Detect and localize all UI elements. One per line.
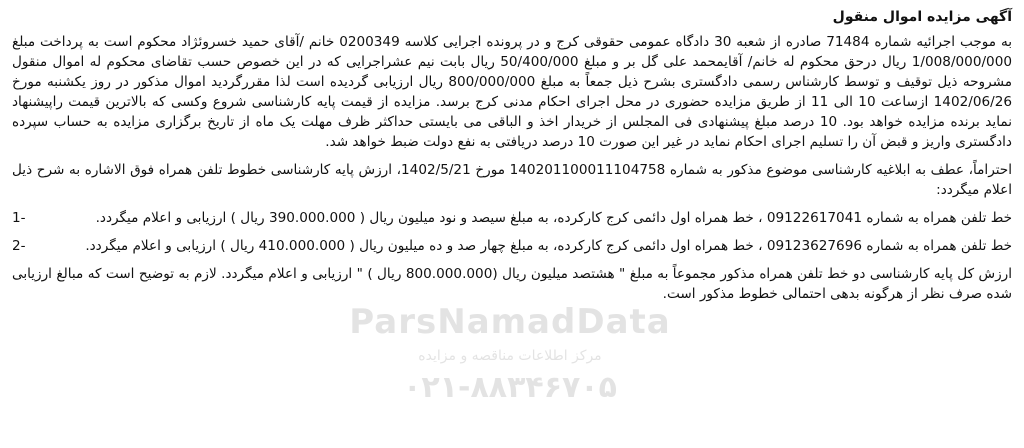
list-item-text: خط تلفن همراه به شماره 09122617041 ، خط همراه اول دائمی کرج کارکرده، به مبلغ سیصد و نود میلیون ریال ( 390.000.000 ریال ) ارزیابی و اعلام میگردد. (95, 210, 1012, 226)
list-item-number: 2- (12, 238, 26, 254)
notice-paragraph-total: ارزش کل پایه کارشناسی دو خط تلفن همراه مذکور مجموعاً به مبلغ " هشتصد میلیون ریال (800.000.000 ریال ) " ارزیابی و اعلام میگردد. لازم به توضیح است که مبالغ ارزیابی شده صرف نظر از هرگونه بدهی احتمالی خطوط مذکور است. (12, 266, 1012, 302)
list-item-number: 1- (12, 210, 26, 226)
list-item (12, 208, 1012, 228)
notice-paragraph-expert: احتراماً، عطف به ابلاغیه کارشناسی موضوع مذکور به شماره 140201100011104758 مورخ 1402/5/21، ارزش پایه کارشناسی خطوط تلفن همراه فوق الاشاره به شرح ذیل اعلام میگردد: (12, 162, 1012, 198)
watermark-phone: ۰۲۱-۸۸۳۴۶۷۰۵ (403, 370, 617, 405)
watermark-brand: ParsNamadData (349, 302, 671, 342)
list-item-text: خط تلفن همراه به شماره 09123627696 ، خط همراه اول دائمی کرج کارکرده، به مبلغ چهار صد و ده میلیون ریال ( 410.000.000 ریال ) ارزیابی و اعلام میگردد. (85, 238, 1012, 254)
notice-paragraph-main: به موجب اجرائیه شماره 71484 صادره از شعبه 30 دادگاه عمومی حقوقی کرج و در پرونده اجرایی کلاسه 0200349 خانم /آقای حمید خسروئژاد محکوم است به پرداخت مبلغ 1/008/000/000 ریال درحق محکوم له خانم/ آقایمحمد علی گل بر و مبلغ 50/400/000 ریال بابت نیم عشراجرایی که در این خصوص حسب تقاضای محکوم له اموال منقول مشروحه ذیل توقیف و توسط کارشناس رسمی دادگستری بشرح ذیل جمعاً به مبلغ 800/000/000 ریال ارزیابی گردیده است لذا مقررگردید اموال مذکور در روز یکشنبه مورخ 1402/06/26 ازساعت 10 الی 11 از طریق مزایده حضوری در محل اجرای احکام مدنی کرج برسد. مزایده از قیمت پایه کارشناسی شروع وکسی که بالاترین قیمت راپیشنهاد نماید برنده مزایده خواهد بود. 10 درصد مبلغ پیشنهادی فی المجلس از خریدار اخذ و الباقی می بایستی حداکثر ظرف مهلت یک ماه از تاریخ برگزاری مزایده به حساب سپرده دادگستری واریز و قبض آن را تسلیم اجرای احکام نماید در غیر این صورت 10 درصد دریافتی به نفع دولت ضبط خواهد شد. (12, 34, 1013, 150)
watermark-tagline: مرکز اطلاعات مناقصه و مزایده (418, 348, 602, 364)
notice-title: آگهی مزایده اموال منقول (832, 9, 1012, 25)
list-item (12, 236, 1012, 256)
